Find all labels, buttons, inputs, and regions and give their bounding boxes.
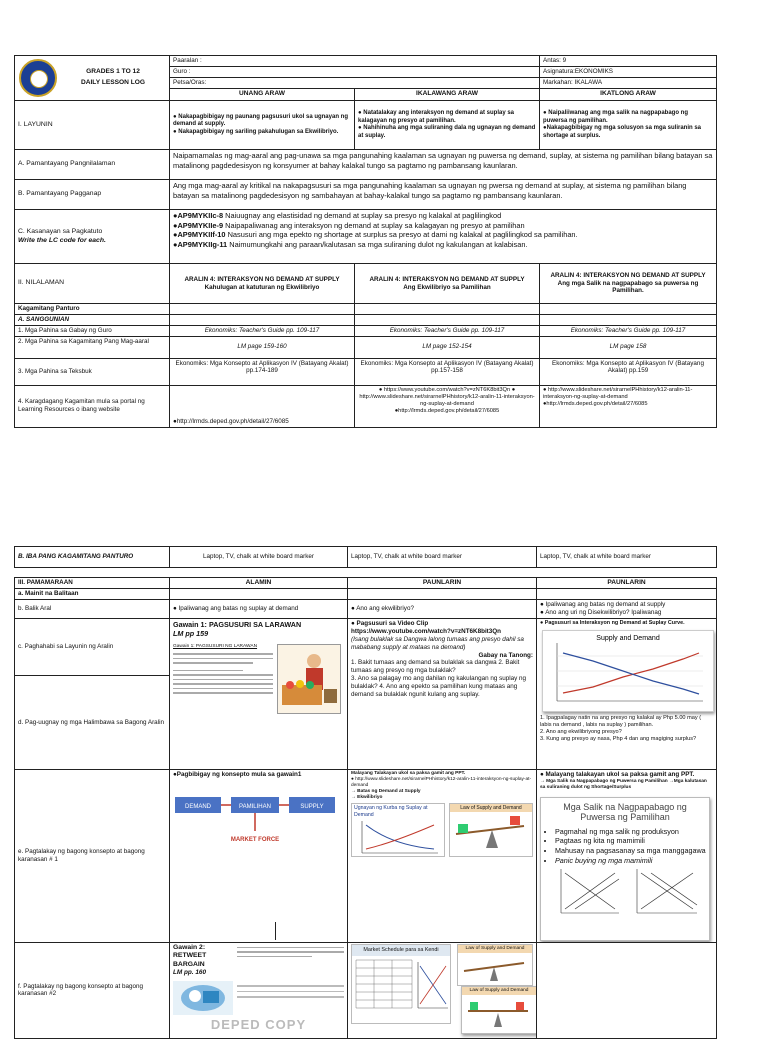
lc-item: ●AP9MYKIIg-11 Naimumungkahi ang paraan/kalutasan sa mga suliraning dulot ng kakulangan at kalabisan. [173,239,528,249]
market-force-diagram [173,793,338,845]
karagdagan-day2[interactable]: ● https://www.youtube.com/watch?v=zNT6K8bit3Qn ● http://www.slideshare.net/sirarnelPHhistory/k12-aralin-11-interaksyon-ng-suplay-at-demand ●http://lrmds.deped.gov.ph/detail/27/6085 [355,385,540,427]
lesson-log-table-bottom [14,546,717,1039]
ppt-head-day2: Malayang Talakayan ukol sa paksa gamit ang PPT. [351,771,466,777]
diagram-pamilihan: PAMILIHAN [239,803,271,810]
pagtalakay2-day1 [170,942,348,1038]
market-vendor-illustration [277,644,341,714]
pagganap-label: B. Pamantayang Pagganap [15,180,170,210]
teksbuk-day2: Ekonomiks: Mga Konsepto at Aplikasyon IV (Batayang Akalat) pp.157-158 [355,358,540,385]
layunin-day2: ● Natatalakay ang interaksyon ng demand at suplay sa kalagayan ng presyo at pamilihan. ● Nahihinuha ang mga suliraning dala ng ugnayan ng demand at suplay. [355,101,540,150]
salik-bullet: • Panic buying ng mga mamimili [555,856,709,866]
paunlarin-header-2: PAUNLARIN [537,578,717,589]
nilalaman-day3 [540,264,717,304]
gawain1-title: Gawain 1: PAGSUSURI SA LARAWAN [173,620,302,630]
paghahabi-day3 [537,619,717,770]
nilalaman-day2 [355,264,540,304]
law-slide-1 [449,803,533,857]
kurba-slide-title: Ugnayan ng Kurba ng Suplay at Demand [354,805,428,818]
asignatura-field: Asignatura:EKONOMIKS [540,67,717,78]
salik-mini-graphs [541,865,707,917]
law-slide-3 [461,986,537,1034]
kasanayan-sub: Write the LC code for each. [18,236,106,244]
supply-demand-chart [542,630,714,712]
pangnilalaman-label: A. Pamantayang Pangnilalaman [15,150,170,180]
pagtalakay1-label: e. Pagtalakay ng bagong konsepto at bagong karanasan # 1 [15,770,170,943]
deped-copy-watermark: DEPED COPY [210,1017,307,1033]
kasanayan-list [170,210,717,264]
market-schedule-slide [351,944,451,1024]
video-description: (Isang bulaklak sa Dangwa lalong tumaas ang presyo dahil sa mababang supply at mataas na demand) [351,635,524,651]
karagdagan-day3[interactable]: ● http://www.slideshare.net/sirarnelPHhistory/k12-aralin-11-interaksyon-ng-suplay-at-demand ●http://lrmds.deped.gov.ph/detail/27/6085 [540,385,717,427]
nilalaman-day1-sub: Kahulugan at katuturan ng Ekwilibriyo [204,283,320,291]
chart-title: Supply and Demand [596,634,660,642]
law-slides-stack [455,944,533,1034]
kasanayan-label-cell [15,210,170,264]
lc-item: ●AP9MYKIIe-9 Naipapaliwanag ang interaksyon ng demand at suplay sa kalagayan ng presyo at pamilihan [173,220,525,230]
gabay-day2: Ekonomiks: Teacher's Guide pp. 109-117 [355,325,540,336]
gawain2-lm: LM pp. 160 [173,969,207,977]
layunin-day1: ● Nakapagbibigay ng paunang pagsusuri ukol sa ugnayan ng demand at supply. ● Nakapagbibigay ng sariling pakahulugan sa Ekwilibriyo. [170,101,355,150]
lc-item: ●AP9MYKIIf-10 Nasusuri ang mga epekto ng shortage at surplus sa presyo at dami ng kalakal at paglilingkod sa pamilihan. [173,230,578,240]
day1-header: UNANG ARAW [170,89,355,101]
paaralan-field: Paaralan : [170,56,540,67]
day3-header: IKATLONG ARAW [540,89,717,101]
gabay-day3: Ekonomiks: Teacher's Guide pp. 109-117 [540,325,717,336]
kagamitan-label: Kagamitang Panturo [15,304,170,315]
deped-seal-icon [19,59,57,97]
layunin-label: I. LAYUNIN [15,101,170,150]
paghahabi-label: c. Paghahabi sa Layunin ng Aralin [15,619,170,676]
video-clip-head: ● Pagsusuri sa Video Clip [351,620,429,628]
konsepto-head: ●Pagbibigay ng konsepto mula sa gawain1 [173,771,302,779]
curve-head: ● Pagsusuri sa Interaksyon ng Demand at Suplay Curve. [540,620,685,627]
sanggunian-label: A. SANGGUNIAN [15,314,170,325]
nilalaman-day3-sub: Ang mga Salik na nagpapabago sa puwersa ng Pamilihan. [557,279,699,295]
iba-day2: Laptop, TV, chalk at white board marker [348,547,537,568]
kasanayan-label: C. Kasanayan sa Pagkatuto [18,228,103,236]
gawain2-title2: BARGAIN [173,960,205,968]
pagtalakay2-day2 [348,942,537,1038]
antas-field: Antas: 9 [540,56,717,67]
karagdagan-label: 4. Karagdagang Kagamitan mula sa portal ng Learning Resources o ibang website [15,385,170,427]
balik-label: b. Balik Aral [15,600,170,619]
gawain2-title: Gawain 2: RETWEET [173,943,207,960]
pagganap-text: Ang mga mag-aaral ay kritikal na nakapagsusuri sa mga pangunahing kaalaman sa ugnayan ng pwersa ng demand at suplay, at sistema ng pamilihan bilang batayan sa matalinong pagdedesisyon ng sambahayan at bahay-kalakal tungo sa pagtamo ng pambansang kaunlaran. [170,180,717,210]
lesson-log-table-top [14,55,717,428]
ppt-head-day3: ● Malayang talakayan ukol sa paksa gamit ang PPT. [540,771,695,779]
law-slide-2-title: Law of Supply and Demand [458,945,532,953]
iba-day3: Laptop, TV, chalk at white board marker [537,547,717,568]
iba-day1: Laptop, TV, chalk at white board marker [170,547,348,568]
paunlarin-header-1: PAUNLARIN [348,578,537,589]
nilalaman-day2-sub: Ang Ekwilibriyo sa Pamilihan [403,283,491,291]
salik-bullet: • Pagtaas ng kita ng mamimili [555,836,709,846]
pagtalakay2-label: f. Pagtalakay ng bagong konsepto at bagong karanasan #2 [15,942,170,1038]
salik-slide-title: Mga Salik na Nagpapabago ng Puwersa ng Pamilihan [563,801,687,823]
law-slide-1-title: Law of Supply and Demand [450,804,532,812]
pagtalakay1-day2 [348,770,537,943]
salik-bullet: • Pagmahal ng mga salik ng produksyon [555,827,709,837]
lm-day3: LM page 158 [540,336,717,358]
nilalaman-day2-title: ARALIN 4: INTERAKSYON NG DEMAND AT SUPPLY [369,275,525,283]
petsa-field: Petsa/Oras: [170,78,540,89]
balik-day1: ● Ipaliwanag ang batas ng suplay at demand [170,600,348,619]
lm-day1: LM page 159-160 [170,336,355,358]
ppt-topics-day2: → Batas ng Demand at Supply → Ekwilibriyo [351,789,421,801]
day2-header: IKALAWANG ARAW [355,89,540,101]
balik-day3: ● Ipaliwanag ang batas ng demand at supply ● Ano ang uri ng Disekwilibriyo? Ipaliwanag [537,600,717,619]
teksbuk-day1: Ekonomiks: Mga Konsepto at Aplikasyon IV (Batayang Akalat) pp.174-189 [170,358,355,385]
diagram-market-force: MARKET FORCE [230,836,280,843]
market-schedule-title: Market Schedule para sa Kendi [352,945,450,956]
pamamaraan-label: III. PAMAMARAAN [15,578,170,589]
pagugnay-label: d. Pag-uugnay ng mga Halimbawa sa Bagong Aralin [15,676,170,770]
salik-slide [540,797,710,941]
nilalaman-label: II. NILALAMAN [15,264,170,304]
pagtalakay2-day3 [537,942,717,1038]
paghahabi-day1 [170,619,348,770]
ppt-sub-day3: → Mga Salik na Nagpapabago ng Puwersa ng Pamilihan →Mga kalutasan sa suliraning dulot ng Shortage/Surplus [540,778,707,790]
salik-bullet: • Mahusay na pagsasanay sa mga manggagawa [555,846,709,856]
nilalaman-day1 [170,264,355,304]
paghahabi-day2 [348,619,537,770]
lc-item: ●AP9MYKIIc-8 Naiuugnay ang elastisidad ng demand at suplay sa presyo ng kalakal at paglilingkod [173,211,502,220]
grades-label: GRADES 1 TO 12 [86,68,140,76]
curve-questions: 1. Ipagpalagay natin na ang presyo ng kalakal ay Php 5.00 may ( labis na demand , labis na suplay ) pamilihan. 2. Ano ang ekwilibriyong presyo? 3. Kung ang presyo ay nasa, Php 4 dan ang magiging surplus? [540,714,702,742]
video-questions: 1. Bakit tumaas ang demand sa bulaklak sa dangwa 2. Bakit tumaas ang presyo ng mga bulaklak? 3. Ano sa palagay mo ang dahilan ng kakulangan ng suplay ng bulaklak? 4. Ano ang epekto sa pamilihan kung mataas ang demand sa bulaklak ngunit kulang ang suplay. [351,659,527,698]
continuation-line [275,922,276,940]
diagram-supply: SUPPLY [300,803,324,810]
gabay-label: 1. Mga Pahina sa Gabay ng Guro [15,325,170,336]
iba-label: B. IBA PANG KAGAMITANG PANTURO [15,547,170,568]
gawain1-lm: LM pp 159 [173,629,209,639]
law-slide-2 [457,944,533,986]
lm-label: 2. Mga Pahina sa Kagamitang Pang Mag-aaral [15,336,170,358]
layunin-day3: ● Naipaliiwanag ang mga salik na nagpapabago ng puwersa ng pamilihan. ●Nakapagbibigay ng mga solusyon sa mga suliranin sa shortage at surplus. [540,101,717,150]
balik-day2: ● Ano ang ekwilibriyo? [348,600,537,619]
karagdagan-day1[interactable]: ●http://lrmds.deped.gov.ph/detail/27/6085 [170,385,355,427]
pagtalakay1-day3 [537,770,717,943]
pangnilalaman-text: Naipamamalas ng mag-aaral ang pag-unawa sa mga pangunahing kaalaman sa ugnayan ng puwersa ng demand, suplay, at sistema ng pamilihan bilang batayan sa matalinong pagdedesisyon ng konsyumer at bahay kalakal tungo sa pagtamo ng pambansang kaunlaran. [170,150,717,180]
teksbuk-day3: Ekonomiks: Mga Konsepto at Aplikasyon IV (Batayang Akalat) pp.159 [540,358,717,385]
mainit-label: a. Mainit na Balitaan [15,589,170,600]
gawain1-text-lines [173,653,273,694]
daily-lesson-log-title: DAILY LESSON LOG [80,79,146,86]
teksbuk-label: 3. Mga Pahina sa Teksbuk [15,358,170,385]
pagtalakay1-day1 [170,770,348,943]
header-logo-cell [15,56,170,101]
ppt-url-day2[interactable]: ● http://www.slideshare.net/sirarnelPHhistory/k12-aralin-11-interaksyon-ng-suplay-at-demand [351,777,532,789]
guro-field: Guro : [170,67,540,78]
diagram-demand: DEMAND [184,803,212,810]
gabay-day1: Ekonomiks: Teacher's Guide pp. 109-117 [170,325,355,336]
law-slide-3-title: Law of Supply and Demand [462,987,536,995]
retweet-illustration [173,981,233,1015]
video-url[interactable]: https://www.youtube.com/watch?v=zNT6K8bit3Qn [351,627,502,635]
nilalaman-day3-title: ARALIN 4: INTERAKSYON NG DEMAND AT SUPPLY [550,271,706,279]
alamin-header: ALAMIN [170,578,348,589]
gabay-tanong: Gabay na Tanong: [478,651,533,659]
nilalaman-day1-title: ARALIN 4: INTERAKSYON NG DEMAND AT SUPPLY [184,275,340,283]
kurba-slide [351,803,445,857]
markahan-field: Markahan: IKALAWA [540,78,717,89]
gawain1-caption: Gawain 1: PAGSUSURI NG LARAWAN [173,644,258,650]
lm-day2: LM page 152-154 [355,336,540,358]
